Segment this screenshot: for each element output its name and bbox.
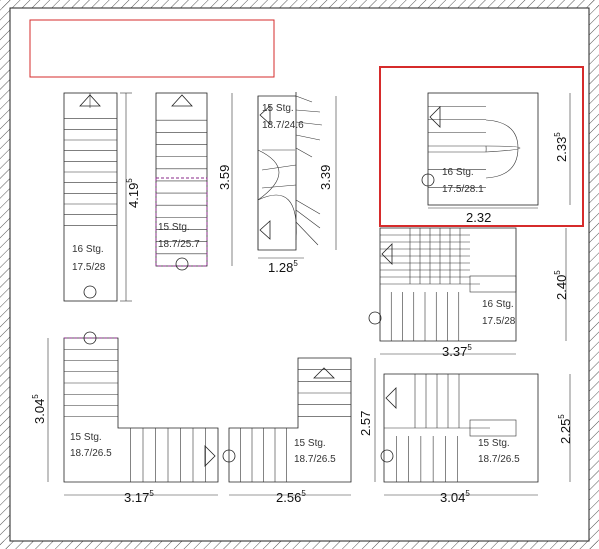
stair-straight-1-ratio: 17.5/28 [72, 262, 106, 273]
stair-u-landing-2-width: 3.04$^5$ [440, 489, 470, 505]
stair-straight-1-steps: 16 Stg. [72, 244, 104, 255]
stair-u-landing-1-height: 2.40$^5$ [553, 270, 569, 300]
stair-winder-u-height: 3.39 [318, 164, 333, 190]
stair-straight-2-ratio: 18.7/25.7 [158, 239, 200, 250]
stair-l-2-ratio: 18.7/26.5 [294, 454, 336, 465]
stair-winder-selected-height: 2.33$^5$ [553, 132, 569, 162]
stair-u-landing-2-steps: 15 Stg. [478, 438, 510, 449]
stair-straight-2-steps: 15 Stg. [158, 222, 190, 233]
stair-winder-selected-ratio: 17.5/28.1 [442, 184, 484, 195]
stair-winder-selected-width: 2.32 [466, 210, 492, 225]
stair-winder-u-ratio: 18.7/24.6 [262, 120, 304, 131]
stair-l-1-ratio: 18.7/26.5 [70, 448, 112, 459]
stair-l-1-height: 3.04$^5$ [31, 394, 47, 424]
stair-u-landing-1-ratio: 17.5/28 [482, 316, 516, 327]
stair-l-1-steps: 15 Stg. [70, 432, 102, 443]
stair-winder-selected-steps: 16 Stg. [442, 167, 474, 178]
stair-l-2-height: 2.57 [358, 410, 373, 436]
stair-u-landing-1-width: 3.37$^5$ [442, 343, 472, 359]
stair-l-1-width: 3.17$^5$ [124, 489, 154, 505]
stair-l-2-width: 2.56$^5$ [276, 489, 306, 505]
stair-winder-u-steps: 15 Stg. [262, 103, 294, 114]
stair-winder-u-width: 1.28$^5$ [268, 259, 298, 275]
stair-u-landing-1-steps: 16 Stg. [482, 299, 514, 310]
stair-straight-2-dim: 3.59 [217, 164, 232, 190]
stair-u-landing-2-ratio: 18.7/26.5 [478, 454, 520, 465]
stair-u-landing-2-height: 2.25$^5$ [557, 414, 573, 444]
stair-l-2-steps: 15 Stg. [294, 438, 326, 449]
stair-straight-1-dim: 4.19$^5$ [125, 178, 141, 208]
